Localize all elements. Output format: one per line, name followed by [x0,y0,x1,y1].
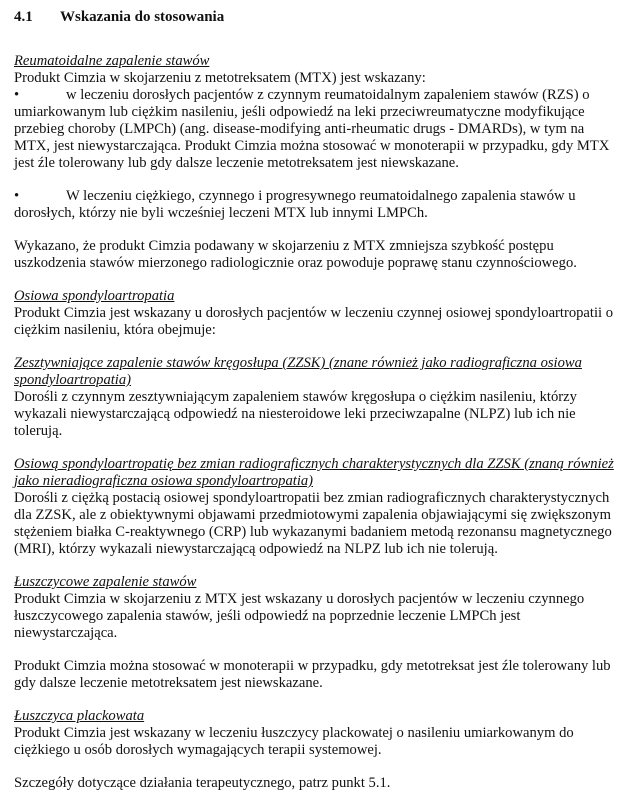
nr-subheading-b: jako nieradiograficzna osiowa spondyloartropatia) [14,473,314,489]
ra-bullet-1-text: w leczeniu dorosłych pacjentów z czynnym reumatoidalnym zapaleniem stawów (RZS) o umiarkowanym lub ciężkim nasileniu, jeśli odpowiedź na leki przeciwreumatyczne modyfikujące przebieg choroby (LMPCh) (ang. disease-modifying anti-rheumatic drugs - DMARDs), w tym na MTX, jest niewystarczająca. Produkt Cimzia można stosować w monoterapii w przypadku, gdy MTX jest źle tolerowany lub gdy dalsze leczenie metotreksatem jest niewskazane. [14,87,610,171]
as-subheading [14,355,622,389]
ra-bullet-2-text: W leczeniu ciężkiego, czynnego i progresywnego reumatoidalnego zapalenia stawów u dorosłych, którzy nie byli wcześniej leczeni MTX lub innymi LMPCh. [14,188,576,221]
as-text: Dorośli z czynnym zesztywniającym zapaleniem stawów kręgosłupa o ciężkim nasileniu, którzy wykazali niewystarczającą odpowiedź na niesteroidowe leki przeciwzapalne (NLPZ) lub ich nie tolerują. [14,389,577,439]
section-title: Wskazania do stosowania [60,9,225,25]
nr-text: Dorośli z ciężką postacią osiowej spondyloartropatii bez zmian radiograficznych charakterystycznych dla ZZSK, ale z obiektywnymi objawami przedmiotowymi zapalenia objawiającymi się zwiększonym stężeniem białka C-reaktywnego (CRP) lub wykazanymi badaniem metodą rezonansu magnetycznego (MRI), którzy wykazali niewystarczającą odpowiedź na NLPZ lub ich nie tolerują. [14,490,612,557]
psa-subheading: Łuszczycowe zapalenie stawów [14,574,197,590]
bullet-mark: • [14,87,20,103]
nr-subheading [14,456,622,490]
as-subheading-a: Zesztywniające zapalenie stawów kręgosłupa (ZZSK) (znane również jako radiograficzna osiowa [14,355,582,371]
section-number: 4.1 [14,9,33,25]
bullet-mark: • [14,188,20,204]
psa-text-2: Produkt Cimzia można stosować w monoterapii w przypadku, gdy metotreksat jest źle tolerowany lub gdy dalsze leczenie metotreksatem jest niewskazane. [14,658,611,691]
pso-subheading: Łuszczyca plackowata [14,708,145,724]
ra-note: Wykazano, że produkt Cimzia podawany w skojarzeniu z MTX zmniejsza szybkość postępu uszkodzenia stawów mierzonego radiologicznie oraz powoduje poprawę stanu czynnościowego. [14,238,577,271]
psa-text-1: Produkt Cimzia w skojarzeniu z MTX jest wskazany u dorosłych pacjentów w leczeniu czynnego łuszczycowego zapalenia stawów, jeśli odpowiedź na poprzednie leczenie LMPCh jest niewystarczająca. [14,591,585,641]
axspa-subheading: Osiowa spondyloartropatia [14,288,175,304]
axspa-intro: Produkt Cimzia jest wskazany u dorosłych pacjentów w leczeniu czynnej osiowej spondyloartropatii o ciężkim nasileniu, która obejmuje: [14,305,614,338]
section-heading [14,9,622,26]
ra-bullet-1 [14,87,622,172]
ra-intro: Produkt Cimzia w skojarzeniu z metotreksatem (MTX) jest wskazany: [14,70,426,86]
footer-note: Szczegóły dotyczące działania terapeutycznego, patrz punkt 5.1. [14,775,391,791]
pso-text: Produkt Cimzia jest wskazany w leczeniu łuszczycy plackowatej o nasileniu umiarkowanym do ciężkiego u osób dorosłych wymagających terapii systemowej. [14,725,574,758]
ra-bullet-2 [14,188,622,222]
ra-subheading: Reumatoidalne zapalenie stawów [14,53,210,69]
nr-subheading-a: Osiową spondyloartropatię bez zmian radiograficznych charakterystycznych dla ZZSK (znaną również [14,456,614,472]
as-subheading-b: spondyloartropatia) [14,372,132,388]
